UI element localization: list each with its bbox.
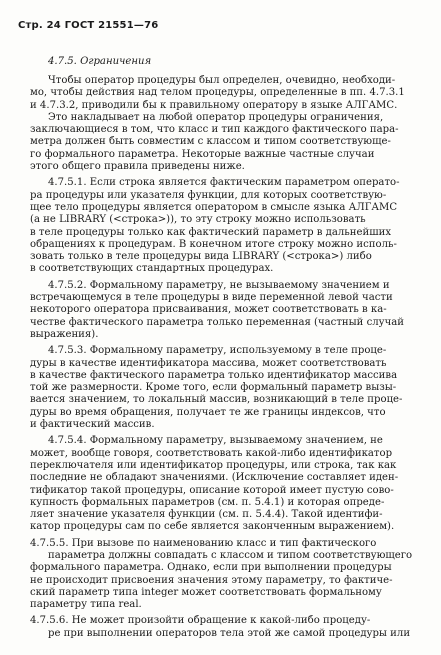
text-line: вается значением, то локальный массив, возникающий в теле проце- bbox=[30, 394, 403, 406]
text-line: ляет значение указателя функции (см. п. 5.4.4). Такой идентифи- bbox=[30, 509, 383, 521]
text-line: ский параметр типа integer может соответствовать формальному bbox=[30, 586, 382, 598]
text-line: той же размерности. Кроме того, если формальный параметр вызы- bbox=[30, 382, 397, 394]
text-line: параметра должны совпадать с классом и типом соответствующего bbox=[48, 549, 413, 561]
text-line: 4.7.5.3. Формальному параметру, используемому в теле проце- bbox=[48, 345, 387, 357]
text-line: параметру типа real. bbox=[30, 599, 142, 611]
text-line: в качестве фактического параметра только идентификатор массива bbox=[30, 369, 398, 381]
text-line: встречающемуся в теле процедуры в виде переменной левой части bbox=[30, 292, 393, 304]
text-line: купность формальных параметров (см. п. 5.4.1) и которая опреде- bbox=[30, 496, 385, 508]
page-header: Стр. 24 ГОСТ 21551—76 bbox=[18, 20, 159, 31]
text-line: переключателя или идентификатор процедуры, или строка, так как bbox=[30, 459, 397, 471]
text-line: честве фактического параметра только переменная (частный случай bbox=[30, 316, 405, 328]
text-line: 4.7.5.6. Не может произойти обращение к какой-либо процеду- bbox=[30, 615, 371, 627]
text-line: последние не обладают значениями. (Исключение составляет иден- bbox=[30, 472, 399, 484]
text-line: 4.7.5.2. Формальному параметру, не вызываемому значением и bbox=[48, 279, 390, 291]
text-line: Чтобы оператор процедуры был определен, очевидно, необходи- bbox=[48, 75, 396, 86]
text-line: мо, чтобы действия над телом процедуры, определенные в пп. 4.7.3.1 bbox=[30, 87, 405, 99]
text-line: этого общего правила приведены ниже. bbox=[30, 161, 245, 173]
text-line: 4.7.5.5. При вызове по наименованию класс и тип фактического bbox=[30, 537, 377, 549]
text-line: формального параметра. Однако, если при выполнении процедуры bbox=[30, 562, 392, 574]
text-line: щее тело процедуры является оператором в смысле языка АЛГАМС bbox=[30, 201, 398, 213]
text-line: заключающиеся в том, что класс и тип каждого фактического пара- bbox=[30, 124, 399, 136]
text-line: ра процедуры или указателя функции, для которых соответствую- bbox=[30, 189, 387, 201]
text-line: зовать только в теле процедуры вида LIBRARY (<строка>) либо bbox=[30, 251, 372, 263]
text-line: в теле процедуры только как фактический параметр в дальнейших bbox=[30, 226, 392, 238]
text-line: некоторого оператора присваивания, может соответствовать в ка- bbox=[30, 304, 387, 316]
text-line: дуры в качестве идентификатора массива, может соответствовать bbox=[30, 357, 387, 369]
text-line: ре при выполнении операторов тела этой же самой процедуры или bbox=[48, 627, 411, 639]
text-line: дуры во время обращения, получает те же границы индексов, что bbox=[30, 406, 386, 418]
text-line: го формального параметра. Некоторые важные частные случаи bbox=[30, 148, 375, 160]
text-line: тификатор такой процедуры, описание которой имеет пустую сово- bbox=[30, 484, 394, 496]
text-line: 4.7.5.4. Формальному параметру, вызываемому значением, не bbox=[48, 435, 383, 447]
text-line: и 4.7.3.2, приводили бы к правильному оператору в языке АЛГАМС. bbox=[30, 99, 398, 111]
text-line: обращениях к процедурам. В конечном итоге строку можно исполь- bbox=[30, 238, 397, 250]
text-line: метра должен быть совместим с классом и типом соответствующе- bbox=[30, 136, 391, 148]
text-line: выражения). bbox=[30, 328, 99, 340]
section-title: 4.7.5. Ограничения bbox=[48, 56, 152, 67]
document-body bbox=[30, 56, 427, 640]
text-line: может, вообще говоря, соответствовать какой-либо идентификатор bbox=[30, 447, 393, 459]
text-line: и фактический массив. bbox=[30, 419, 155, 431]
text-line: (а не LIBRARY (<строка>)), то эту строку можно использовать bbox=[30, 214, 366, 226]
text-line: катор процедуры сам по себе является законченным выражением). bbox=[30, 521, 395, 533]
text-line: Это накладывает на любой оператор процедуры ограничения, bbox=[48, 111, 384, 123]
text-line: в соответствующих стандартных процедурах. bbox=[30, 263, 274, 275]
text-line: 4.7.5.1. Если строка является фактическим параметром операто- bbox=[48, 177, 400, 189]
text-line: не происходит присвоения значения этому параметру, то фактиче- bbox=[30, 574, 393, 586]
